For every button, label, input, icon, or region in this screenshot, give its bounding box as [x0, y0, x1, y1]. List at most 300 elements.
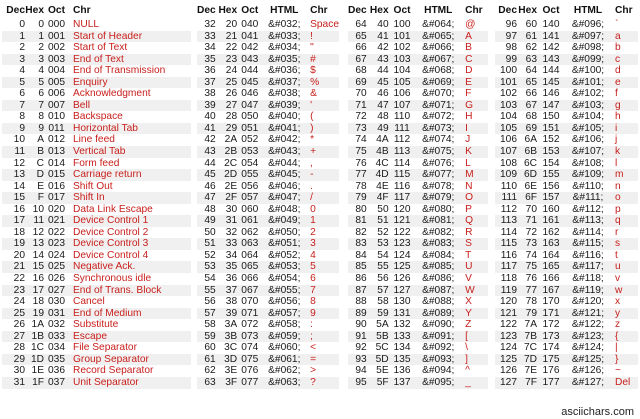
cell-hex: 6F [517, 192, 537, 204]
cell-hex: 61 [517, 31, 537, 43]
cell-chr: t [615, 249, 618, 261]
cell-hex: 5D [367, 354, 389, 366]
cell-dec: 98 [505, 42, 517, 54]
cell-dec: 69 [348, 77, 367, 89]
table-row [2, 111, 191, 123]
cell-oct: 011 [44, 123, 69, 135]
table-row [197, 273, 339, 285]
cell-html: &#117; [565, 261, 611, 273]
cell-hex: 1F [25, 377, 44, 389]
cell-dec: 106 [500, 134, 517, 146]
header-hex: Hex [218, 5, 238, 16]
cell-chr: W [461, 285, 488, 297]
table-row [2, 250, 191, 262]
table-row [197, 204, 339, 216]
cell-chr: N [465, 180, 473, 192]
cell-hex: 56 [377, 273, 389, 285]
cell-dec: 90 [355, 319, 367, 331]
header-dec: Dec [6, 5, 25, 16]
cell-dec: 6 [19, 88, 25, 100]
table-row [495, 100, 638, 112]
cell-dec: 41 [197, 123, 216, 135]
cell-hex: 70 [525, 203, 537, 215]
cell-hex: 7B [517, 331, 537, 343]
cell-chr: Substitute [73, 319, 119, 331]
cell-hex: 2F [216, 192, 237, 204]
cell-hex: C [36, 157, 44, 169]
cell-oct: 165 [537, 261, 565, 273]
cell-dec: 40 [204, 111, 216, 123]
cell-oct: 057 [237, 192, 262, 204]
cell-chr: Escape [69, 331, 191, 343]
cell-chr: 8 [310, 296, 316, 308]
cell-dec: 78 [355, 180, 367, 192]
cell-chr: $ [310, 65, 316, 77]
cell-html: &#122; [571, 319, 605, 331]
table-row [348, 365, 488, 377]
cell-oct: 110 [393, 111, 411, 123]
cell-hex: 65 [517, 77, 537, 89]
cell-chr: Bell [69, 100, 191, 112]
cell-chr: T [465, 249, 472, 261]
table-row [2, 169, 191, 181]
cell-hex: 19 [25, 308, 44, 320]
cell-html: &#046; [268, 180, 301, 192]
table-row [2, 100, 191, 112]
cell-html: &#071; [415, 100, 461, 112]
cell-hex: 4C [375, 157, 389, 169]
cell-hex: 2A [224, 134, 238, 146]
cell-hex: 68 [525, 111, 537, 123]
cell-html: &#056; [268, 296, 301, 308]
cell-dec: 60 [204, 342, 216, 354]
cell-html: &#090; [422, 319, 455, 331]
cell-dec: 109 [495, 169, 517, 181]
cell-chr: End of Transmission [73, 65, 166, 77]
cell-hex: E [37, 180, 44, 192]
cell-hex: 5B [367, 331, 389, 343]
cell-html: &#104; [571, 111, 605, 123]
cell-html: &#102; [571, 88, 605, 100]
cell-dec: 101 [495, 77, 517, 89]
cell-chr: O [461, 192, 488, 204]
cell-hex: 22 [225, 42, 238, 54]
cell-chr: D [465, 65, 473, 77]
cell-chr: r [615, 226, 619, 238]
cell-hex: F [25, 192, 44, 204]
symbols-body [197, 19, 339, 389]
cell-html: &#112; [572, 203, 604, 215]
table-row [197, 285, 339, 297]
cell-chr: w [611, 285, 638, 297]
cell-chr: 9 [306, 308, 339, 320]
cell-dec: 126 [500, 365, 517, 377]
cell-chr: x [615, 296, 621, 308]
table-row [495, 19, 638, 31]
cell-chr: E [461, 77, 488, 89]
cell-chr: ^ [465, 365, 470, 377]
cell-oct: 061 [237, 215, 262, 227]
cell-oct: 143 [537, 54, 565, 66]
cell-dec: 115 [495, 238, 517, 250]
cell-html: &#106; [571, 134, 605, 146]
cell-hex: 14 [32, 249, 44, 261]
cell-dec: 113 [495, 215, 517, 227]
cell-oct: 072 [241, 319, 259, 331]
cell-dec: 66 [355, 42, 367, 54]
table-row [495, 215, 638, 227]
cell-chr: - [306, 169, 339, 181]
uppercase-table [348, 0, 488, 389]
cell-hex: 60 [525, 19, 537, 30]
cell-hex: 6B [517, 146, 537, 158]
table-row [197, 331, 339, 343]
table-row [348, 250, 488, 262]
cell-html: &#072; [422, 111, 455, 123]
cell-dec: 100 [500, 65, 517, 77]
cell-chr: Unit Separator [69, 377, 191, 389]
table-row [197, 308, 339, 320]
cell-oct: 162 [542, 226, 560, 238]
cell-chr: > [310, 365, 317, 377]
cell-oct: 133 [389, 331, 416, 343]
table-row [2, 42, 191, 54]
cell-hex: 67 [517, 100, 537, 112]
cell-chr: Data Link Escape [73, 203, 153, 215]
cell-hex: 2E [224, 180, 238, 192]
cell-oct: 076 [241, 365, 259, 377]
cell-chr: : [310, 319, 313, 331]
cell-html: &#059; [262, 331, 306, 343]
cell-hex: 38 [225, 296, 238, 308]
cell-html: &#125; [565, 354, 611, 366]
table-row [495, 238, 638, 250]
cell-html: &#060; [268, 342, 301, 354]
cell-hex: 46 [377, 88, 389, 100]
table-row [197, 65, 339, 77]
cell-dec: 82 [355, 226, 367, 238]
table-row [495, 42, 638, 54]
cell-oct: 052 [241, 134, 259, 146]
cell-chr: 1 [306, 215, 339, 227]
table-row [348, 100, 488, 112]
cell-dec: 25 [2, 308, 25, 320]
cell-chr: ] [461, 354, 488, 366]
header-chr: Chr [73, 5, 91, 16]
table-row [348, 123, 488, 135]
cell-chr: u [611, 261, 638, 273]
cell-oct: 066 [241, 273, 259, 285]
cell-oct: 036 [48, 365, 65, 377]
cell-html: &#032; [268, 19, 301, 30]
cell-hex: 37 [216, 285, 237, 297]
cell-oct: 015 [44, 169, 69, 181]
table-row [197, 354, 339, 366]
cell-oct: 111 [389, 123, 416, 135]
table-row [348, 65, 488, 77]
table-row [495, 273, 638, 285]
cell-oct: 037 [44, 377, 69, 389]
table-row [348, 354, 488, 366]
cell-hex: 4E [376, 180, 389, 192]
cell-dec: 30 [13, 365, 25, 377]
cell-hex: 12 [32, 226, 44, 238]
cell-oct: 106 [393, 88, 411, 100]
table-row [2, 77, 191, 89]
table-row [495, 111, 638, 123]
cell-chr: b [615, 42, 621, 54]
cell-oct: 153 [537, 146, 565, 158]
table-row [348, 42, 488, 54]
header-hex: Hex [518, 5, 537, 16]
cell-oct: 107 [389, 100, 416, 112]
cell-oct: 013 [44, 146, 69, 158]
cell-chr: I [461, 123, 488, 135]
cell-html: &#082; [422, 226, 455, 238]
cell-oct: 062 [241, 226, 259, 238]
cell-dec: 94 [355, 365, 367, 377]
cell-oct: 065 [237, 261, 262, 273]
table-row [2, 192, 191, 204]
cell-dec: 22 [13, 273, 25, 285]
cell-dec: 81 [348, 215, 367, 227]
cell-hex: 0 [38, 19, 44, 30]
cell-html: &#036; [268, 65, 301, 77]
cell-chr: Shift Out [73, 180, 113, 192]
cell-chr: q [611, 215, 638, 227]
cell-chr: C [461, 54, 488, 66]
cell-html: &#121; [565, 308, 611, 320]
table-row [348, 158, 488, 170]
cell-dec: 48 [204, 203, 216, 215]
cell-html: &#107; [565, 146, 611, 158]
table-row [348, 261, 488, 273]
cell-oct: 022 [48, 226, 65, 238]
cell-dec: 91 [348, 331, 367, 343]
cell-dec: 44 [204, 157, 216, 169]
cell-hex: 4D [367, 169, 389, 181]
cell-hex: 7D [517, 354, 537, 366]
cell-hex: 59 [367, 308, 389, 320]
cell-hex: 2D [216, 169, 237, 181]
table-row [197, 42, 339, 54]
table-row [2, 181, 191, 193]
table-row [2, 342, 191, 354]
cell-chr: c [611, 54, 638, 66]
cell-oct: 077 [237, 377, 262, 389]
cell-dec: 46 [204, 180, 216, 192]
cell-dec: 49 [197, 215, 216, 227]
table-row [348, 134, 488, 146]
cell-hex: 72 [525, 226, 537, 238]
cell-html: &#087; [415, 285, 461, 297]
table-row [495, 296, 638, 308]
cell-chr: Vertical Tab [69, 146, 191, 158]
uppercase-body [348, 19, 488, 389]
cell-dec: 99 [495, 54, 517, 66]
cell-oct: 071 [237, 308, 262, 320]
cell-hex: 20 [225, 19, 238, 30]
cell-dec: 38 [204, 88, 216, 100]
cell-dec: 117 [495, 261, 517, 273]
cell-html: &#093; [415, 354, 461, 366]
cell-hex: 63 [517, 54, 537, 66]
cell-html: &#111; [565, 192, 611, 204]
cell-chr: Acknowledgment [73, 88, 151, 100]
cell-oct: 164 [542, 249, 560, 261]
cell-hex: 64 [525, 65, 537, 77]
header-chr: Chr [615, 5, 633, 16]
cell-oct: 000 [48, 19, 65, 30]
cell-oct: 021 [44, 215, 69, 227]
table-row [495, 88, 638, 100]
cell-dec: 97 [495, 31, 517, 43]
cell-oct: 156 [542, 180, 560, 192]
table-row [2, 365, 191, 377]
cell-oct: 136 [393, 365, 411, 377]
cell-chr: Cancel [73, 296, 105, 308]
cell-chr: k [611, 146, 638, 158]
table-row [348, 169, 488, 181]
cell-dec: 124 [500, 342, 517, 354]
control-chars-table [2, 0, 191, 389]
cell-html: &#043; [262, 146, 306, 158]
cell-oct: 004 [48, 65, 65, 77]
cell-dec: 64 [355, 19, 367, 30]
cell-hex: 49 [367, 123, 389, 135]
cell-html: &#094; [422, 365, 455, 377]
cell-oct: 171 [537, 308, 565, 320]
cell-html: &#065; [415, 31, 461, 43]
cell-chr: 5 [306, 261, 339, 273]
table-row [2, 215, 191, 227]
cell-dec: 102 [500, 88, 517, 100]
cell-dec: 79 [348, 192, 367, 204]
cell-oct: 035 [44, 354, 69, 366]
cell-oct: 002 [48, 42, 65, 54]
cell-chr: ; [306, 331, 339, 343]
cell-oct: 123 [389, 238, 416, 250]
table-row [197, 215, 339, 227]
cell-hex: 7E [524, 365, 537, 377]
cell-dec: 62 [204, 365, 216, 377]
cell-html: &#047; [262, 192, 306, 204]
cell-oct: 127 [389, 285, 416, 297]
cell-hex: 3 [25, 54, 44, 66]
cell-chr: Backspace [73, 111, 123, 123]
cell-oct: 030 [48, 296, 65, 308]
cell-html: &#105; [565, 123, 611, 135]
table-row [495, 354, 638, 366]
cell-oct: 012 [48, 134, 65, 146]
cell-hex: 69 [517, 123, 537, 135]
cell-dec: 56 [204, 296, 216, 308]
cell-html: &#120; [571, 296, 605, 308]
cell-html: &#074; [422, 134, 455, 146]
cell-chr: S [461, 238, 488, 250]
cell-chr: . [310, 180, 313, 192]
cell-html: &#055; [262, 285, 306, 297]
cell-hex: 23 [216, 54, 237, 66]
cell-oct: 135 [389, 354, 416, 366]
cell-hex: 52 [377, 226, 389, 238]
cell-html: &#034; [268, 42, 301, 54]
cell-dec: 120 [500, 296, 517, 308]
cell-chr: = [306, 354, 339, 366]
cell-dec: 110 [500, 180, 517, 192]
cell-oct: 154 [542, 157, 560, 169]
cell-html: &#052; [268, 249, 301, 261]
cell-oct: 176 [542, 365, 560, 377]
cell-chr: e [611, 77, 638, 89]
table-row [197, 296, 339, 308]
table-row [348, 308, 488, 320]
cell-hex: 34 [225, 249, 238, 261]
table-row [495, 342, 638, 354]
table-row [495, 146, 638, 158]
cell-hex: 17 [25, 285, 44, 297]
cell-hex: 6C [523, 157, 537, 169]
cell-html: &#078; [422, 180, 455, 192]
cell-chr: J [465, 134, 471, 146]
cell-html: &#069; [415, 77, 461, 89]
header-chr: Chr [310, 5, 328, 16]
cell-hex: 2C [224, 157, 238, 169]
cell-chr: ! [306, 31, 339, 43]
cell-hex: 66 [525, 88, 537, 100]
table-row [197, 146, 339, 158]
cell-oct: 105 [389, 77, 416, 89]
cell-chr: R [465, 226, 473, 238]
cell-chr: P [465, 203, 472, 215]
cell-html: &#061; [262, 354, 306, 366]
cell-oct: 132 [393, 319, 411, 331]
table-row [197, 192, 339, 204]
cell-hex: 1D [25, 354, 44, 366]
cell-dec: 77 [348, 169, 367, 181]
table-row [197, 261, 339, 273]
cell-hex: 77 [517, 285, 537, 297]
cell-hex: 7F [517, 377, 537, 389]
cell-dec: 26 [13, 319, 25, 331]
cell-html: &#041; [262, 123, 306, 135]
table-row [2, 377, 191, 389]
site-footer-link[interactable]: asciichars.com [561, 406, 634, 418]
cell-html: &#103; [565, 100, 611, 112]
table-row [348, 192, 488, 204]
cell-html: &#088; [422, 296, 455, 308]
cell-dec: 4 [19, 65, 25, 77]
table-row [197, 31, 339, 43]
cell-hex: 39 [216, 308, 237, 320]
cell-oct: 020 [48, 203, 65, 215]
cell-hex: 1A [31, 319, 44, 331]
cell-dec: 53 [197, 261, 216, 273]
cell-oct: 170 [542, 296, 560, 308]
cell-html: &#119; [565, 285, 611, 297]
table-row [197, 365, 339, 377]
cell-dec: 118 [500, 273, 517, 285]
cell-dec: 0 [19, 19, 25, 30]
cell-html: &#108; [571, 157, 605, 169]
cell-chr: j [615, 134, 618, 146]
lowercase-body [495, 19, 638, 389]
table-row [348, 238, 488, 250]
cell-html: &#086; [422, 273, 455, 285]
cell-dec: 84 [355, 249, 367, 261]
cell-hex: 21 [216, 31, 237, 43]
cell-chr: + [306, 146, 339, 158]
